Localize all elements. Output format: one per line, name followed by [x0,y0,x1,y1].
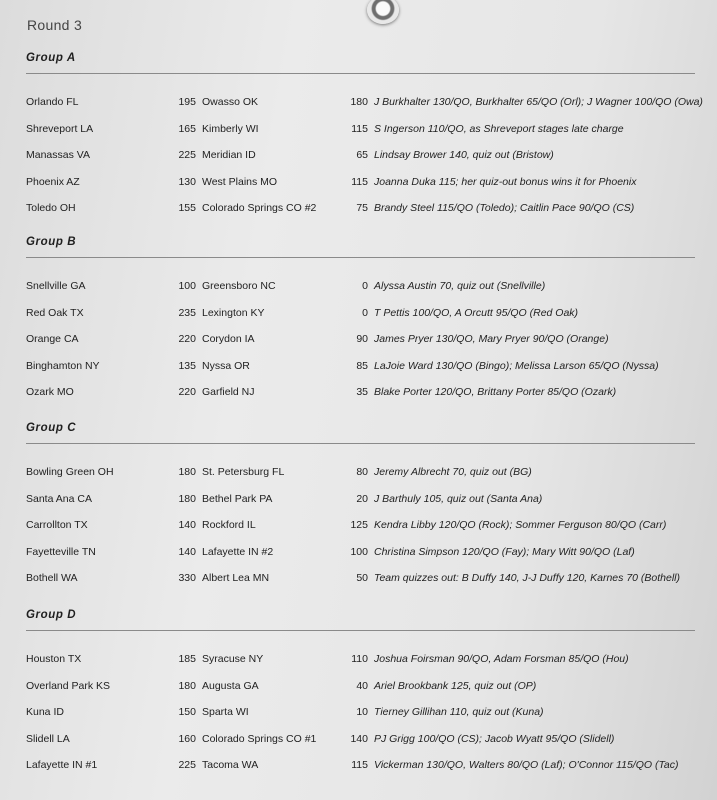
score1: 235 [178,306,196,319]
group-title: Group C [26,422,77,434]
match-row [0,653,717,673]
group-divider [26,443,695,444]
note: T Pettis 100/QO, A Orcutt 95/QO (Red Oak) [374,306,579,319]
note: Christina Simpson 120/QO (Fay); Mary Witt 90/QO (Laf) [374,545,635,558]
team2: Colorado Springs CO #2 [202,202,317,214]
match-row [0,333,717,353]
match-row [0,149,717,169]
team2: Meridian ID [202,149,256,161]
score2: 50 [356,572,368,584]
team1: Bothell WA [26,572,78,584]
score1: 150 [178,706,196,718]
score1: 135 [178,359,196,372]
team1: Santa Ana CA [26,492,92,505]
score1: 225 [178,759,196,771]
team2: Syracuse NY [202,653,264,665]
team1: Red Oak TX [26,306,84,319]
team1: Bowling Green OH [26,466,114,478]
score2: 115 [351,759,368,771]
note: Kendra Libby 120/QO (Rock); Sommer Ferguson 80/QO (Carr) [374,519,667,531]
score2: 80 [356,466,368,478]
note: J Burkhalter 130/QO, Burkhalter 65/QO (Orl); J Wagner 100/QO (Owa) [374,96,703,108]
team1: Manassas VA [26,149,90,161]
group-title: Group D [26,609,77,621]
note: PJ Grigg 100/QO (CS); Jacob Wyatt 95/QO (Slidell) [374,732,615,745]
score2: 10 [356,706,368,718]
match-row [0,759,717,779]
match-row [0,360,717,380]
team1: Fayetteville TN [26,545,96,558]
thumbtack-icon [367,0,399,24]
team2: Sparta WI [202,706,249,718]
match-row [0,466,717,486]
score1: 140 [178,545,196,558]
score1: 330 [178,572,196,584]
score2: 90 [356,333,368,345]
team1: Lafayette IN #1 [26,759,98,771]
score2: 110 [351,653,368,665]
match-row [0,96,717,116]
note: Tierney Gillihan 110, quiz out (Kuna) [374,706,544,718]
score1: 160 [178,732,196,745]
score2: 40 [356,679,368,692]
team2: Colorado Springs CO #1 [202,732,317,745]
note: Blake Porter 120/QO, Brittany Porter 85/QO (Ozark) [374,386,617,398]
match-row [0,706,717,726]
team2: Kimberly WI [202,122,259,135]
team1: Overland Park KS [26,679,111,692]
team2: Rockford IL [202,519,256,531]
note: Vickerman 130/QO, Walters 80/QO (Laf); O'Connor 115/QO (Tac) [374,759,679,771]
team1: Toledo OH [26,202,76,214]
note: S Ingerson 110/QO, as Shreveport stages late charge [374,122,624,135]
note: Alyssa Austin 70, quiz out (Snellville) [374,280,546,292]
score2: 85 [356,359,368,372]
team2: Tacoma WA [202,759,259,771]
score2: 180 [350,96,368,108]
group-divider [26,630,695,631]
score2: 100 [350,545,368,558]
team2: Augusta GA [202,679,259,692]
match-row [0,386,717,406]
score1: 185 [178,653,196,665]
note: Joanna Duka 115; her quiz-out bonus wins it for Phoenix [374,175,637,188]
score2: 125 [350,519,368,531]
match-row [0,123,717,143]
match-row [0,493,717,513]
match-row [0,519,717,539]
score1: 130 [178,175,196,188]
note: Joshua Foirsman 90/QO, Adam Forsman 85/QO (Hou) [374,653,629,665]
page-title: Round 3 [27,17,83,33]
note: LaJoie Ward 130/QO (Bingo); Melissa Larson 65/QO (Nyssa) [374,359,659,372]
score2: 35 [356,386,368,398]
score1: 155 [178,202,196,214]
team2: Lafayette IN #2 [202,545,274,558]
team1: Orlando FL [26,96,79,108]
team2: St. Petersburg FL [202,466,285,478]
note: James Pryer 130/QO, Mary Pryer 90/QO (Orange) [374,333,609,345]
score1: 220 [178,333,196,345]
team2: Lexington KY [202,306,265,319]
team1: Shreveport LA [26,122,94,135]
score2: 0 [362,306,368,319]
score1: 180 [178,679,196,692]
match-row [0,572,717,592]
team2: Owasso OK [202,96,259,108]
match-row [0,307,717,327]
team2: Bethel Park PA [202,492,273,505]
score1: 225 [178,149,196,161]
score2: 115 [351,175,368,188]
team1: Ozark MO [26,386,74,398]
match-row [0,733,717,753]
team1: Houston TX [26,653,82,665]
team1: Binghamton NY [26,359,100,372]
note: Brandy Steel 115/QO (Toledo); Caitlin Pace 90/QO (CS) [374,202,635,214]
note: Team quizzes out: B Duffy 140, J-J Duffy 120, Karnes 70 (Bothell) [374,572,681,584]
team2: Nyssa OR [202,359,250,372]
note: J Barthuly 105, quiz out (Santa Ana) [374,492,543,505]
team1: Carrollton TX [26,519,88,531]
group-divider [26,257,695,258]
score1: 195 [178,96,196,108]
match-row [0,202,717,222]
team2: Greensboro NC [202,280,276,292]
match-row [0,546,717,566]
note: Ariel Brookbank 125, quiz out (OP) [374,679,537,692]
score1: 180 [178,466,196,478]
group-divider [26,73,695,74]
match-row [0,176,717,196]
group-title: Group A [26,52,76,64]
score2: 115 [351,122,368,135]
score1: 100 [178,280,196,292]
score2: 20 [356,492,368,505]
team2: Albert Lea MN [202,572,270,584]
note: Lindsay Brower 140, quiz out (Bristow) [374,149,554,161]
team2: West Plains MO [202,175,278,188]
score2: 140 [350,732,368,745]
team1: Orange CA [26,333,79,345]
score1: 140 [178,519,196,531]
score1: 180 [178,492,196,505]
match-row [0,280,717,300]
score2: 0 [362,280,368,292]
team1: Slidell LA [26,732,70,745]
team2: Corydon IA [202,333,255,345]
score2: 75 [356,202,368,214]
group-title: Group B [26,236,77,248]
score1: 165 [178,122,196,135]
team2: Garfield NJ [202,386,255,398]
score1: 220 [178,386,196,398]
team1: Snellville GA [26,280,86,292]
score2: 65 [356,149,368,161]
match-row [0,680,717,700]
team1: Kuna ID [26,706,64,718]
note: Jeremy Albrecht 70, quiz out (BG) [374,466,532,478]
team1: Phoenix AZ [26,175,80,188]
